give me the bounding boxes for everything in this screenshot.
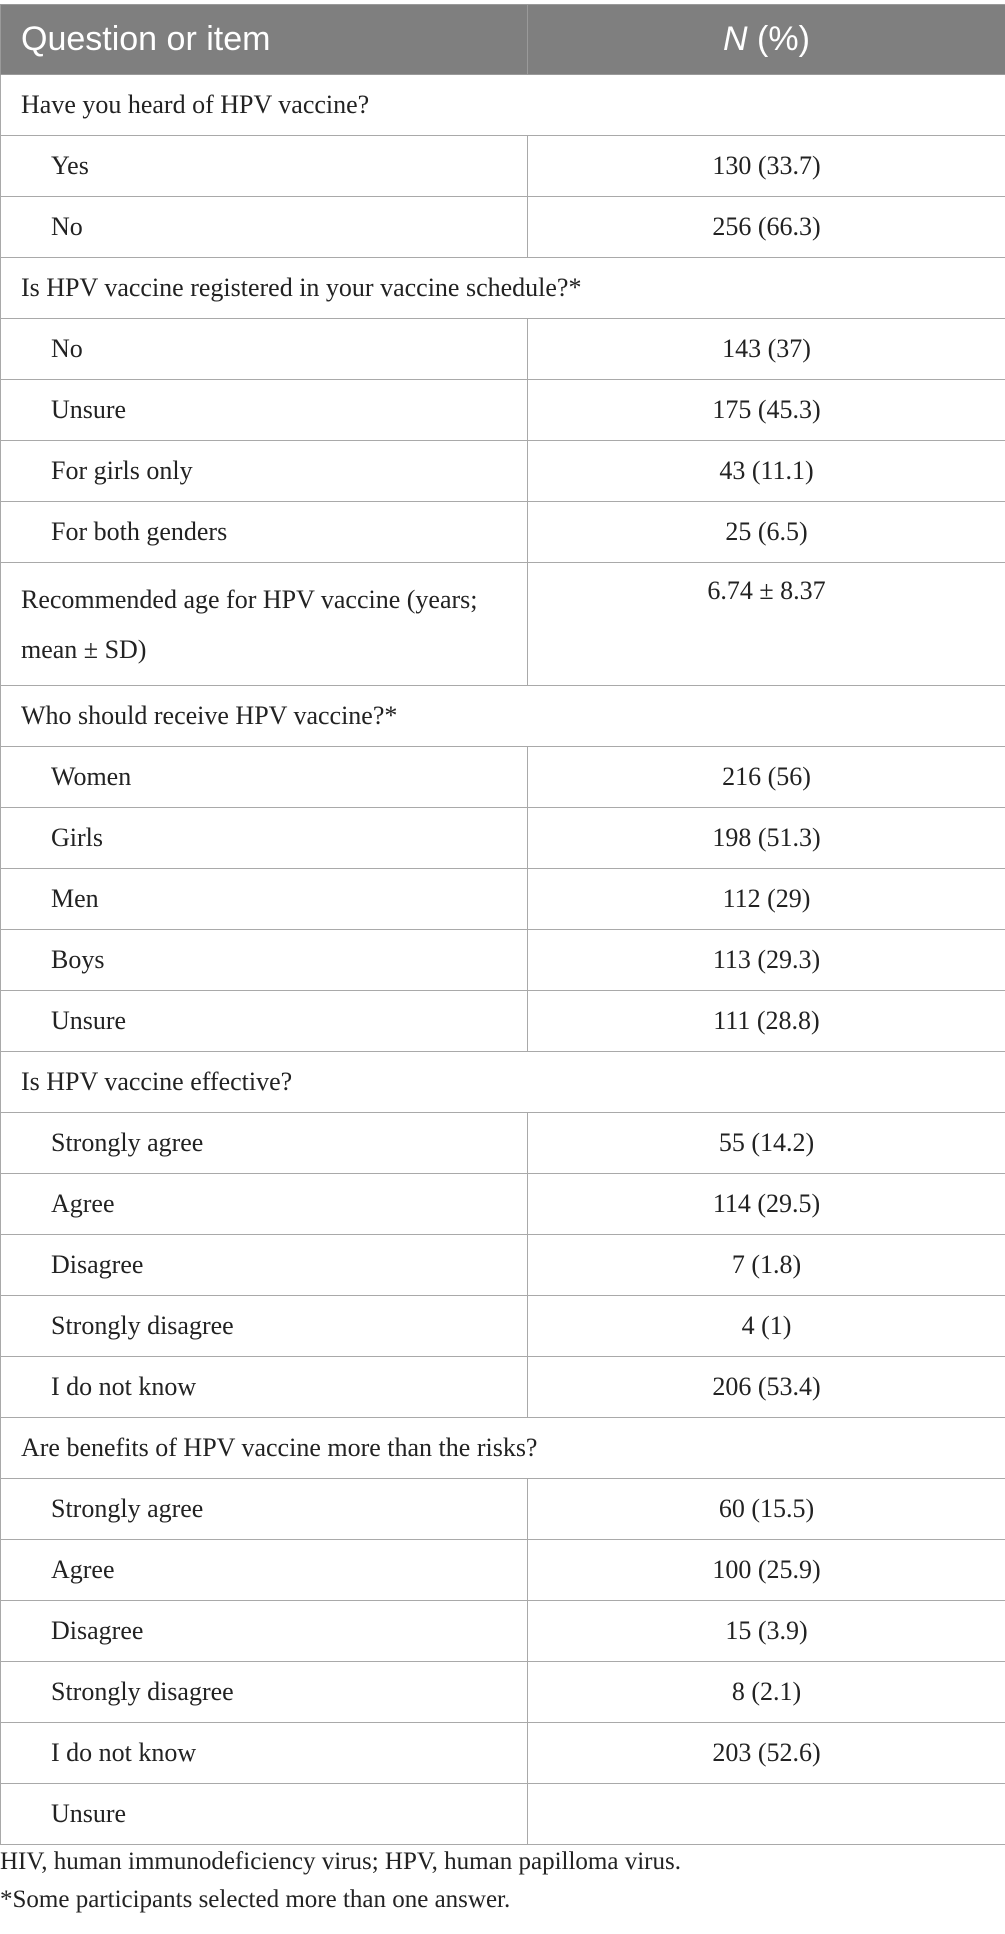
section-question: Who should receive HPV vaccine?* [1,686,1005,747]
survey-table [0,4,1005,1845]
row-count-percent: 8 (2.1) [528,1662,1005,1723]
row-count-percent: 25 (6.5) [528,502,1005,563]
table-row [1,136,1005,197]
header-n-symbol: N [723,20,748,58]
row-count-percent: 216 (56) [528,747,1005,808]
table-row [1,1357,1005,1418]
table-row [1,1723,1005,1784]
table-row [1,1784,1005,1845]
row-item-label: I do not know [1,1723,528,1784]
table-section-row [1,258,1005,319]
header-percent-label: (%) [747,20,810,58]
row-item-label: Yes [1,136,528,197]
row-count-percent: 6.74 ± 8.37 [528,563,1005,686]
table-row [1,563,1005,686]
row-item-label: Strongly disagree [1,1662,528,1723]
row-count-percent: 111 (28.8) [528,991,1005,1052]
table-section-row [1,686,1005,747]
row-count-percent: 130 (33.7) [528,136,1005,197]
row-item-label: Disagree [1,1601,528,1662]
row-count-percent: 143 (37) [528,319,1005,380]
header-question-or-item: Question or item [1,5,528,75]
row-count-percent: 175 (45.3) [528,380,1005,441]
table-header-row [1,5,1005,75]
row-count-percent: 203 (52.6) [528,1723,1005,1784]
row-count-percent: 60 (15.5) [528,1479,1005,1540]
data-table-container [0,4,1005,1845]
table-section-row [1,1052,1005,1113]
table-body [1,75,1005,1845]
row-item-label: Disagree [1,1235,528,1296]
row-item-label: Recommended age for HPV vaccine (years; mean ± SD) [1,563,528,686]
table-row [1,1235,1005,1296]
row-count-percent: 7 (1.8) [528,1235,1005,1296]
row-item-label: No [1,319,528,380]
row-item-label: Agree [1,1540,528,1601]
table-row [1,197,1005,258]
table-row [1,502,1005,563]
table-section-row [1,75,1005,136]
table-row [1,930,1005,991]
table-row [1,1479,1005,1540]
row-item-label: Strongly agree [1,1479,528,1540]
row-item-label: I do not know [1,1357,528,1418]
row-count-percent: 114 (29.5) [528,1174,1005,1235]
table-row [1,1174,1005,1235]
table-section-row [1,1418,1005,1479]
section-question: Is HPV vaccine effective? [1,1052,1005,1113]
table-row [1,1113,1005,1174]
row-count-percent: 113 (29.3) [528,930,1005,991]
row-item-label: Unsure [1,991,528,1052]
row-item-label: Agree [1,1174,528,1235]
row-item-label: For both genders [1,502,528,563]
row-count-percent: 4 (1) [528,1296,1005,1357]
row-count-percent: 198 (51.3) [528,808,1005,869]
row-item-label: Strongly agree [1,1113,528,1174]
table-row [1,1601,1005,1662]
row-item-label: Unsure [1,380,528,441]
table-row [1,747,1005,808]
table-row [1,808,1005,869]
row-item-label: Men [1,869,528,930]
row-item-label: Unsure [1,1784,528,1845]
section-question: Are benefits of HPV vaccine more than the risks? [1,1418,1005,1479]
footnote-abbreviations: HIV, human immunodeficiency virus; HPV, human papilloma virus. [0,1848,681,1875]
row-count-percent: 100 (25.9) [528,1540,1005,1601]
row-item-label: No [1,197,528,258]
table-row [1,380,1005,441]
row-count-percent: 43 (11.1) [528,441,1005,502]
row-count-percent: 112 (29) [528,869,1005,930]
table-row [1,1296,1005,1357]
row-count-percent [528,1784,1005,1845]
row-item-label: Women [1,747,528,808]
table-footnotes [0,1843,1005,1919]
row-item-label: Boys [1,930,528,991]
table-row [1,991,1005,1052]
table-row [1,1662,1005,1723]
row-item-label: Girls [1,808,528,869]
row-count-percent: 15 (3.9) [528,1601,1005,1662]
table-row [1,1540,1005,1601]
table-row [1,319,1005,380]
section-question: Have you heard of HPV vaccine? [1,75,1005,136]
row-count-percent: 55 (14.2) [528,1113,1005,1174]
row-count-percent: 256 (66.3) [528,197,1005,258]
header-n-percent [528,5,1005,75]
row-count-percent: 206 (53.4) [528,1357,1005,1418]
table-row [1,869,1005,930]
section-question: Is HPV vaccine registered in your vaccine schedule?* [1,258,1005,319]
table-row [1,441,1005,502]
row-item-label: Strongly disagree [1,1296,528,1357]
footnote-multiple-answers: *Some participants selected more than one answer. [0,1886,511,1913]
row-item-label: For girls only [1,441,528,502]
